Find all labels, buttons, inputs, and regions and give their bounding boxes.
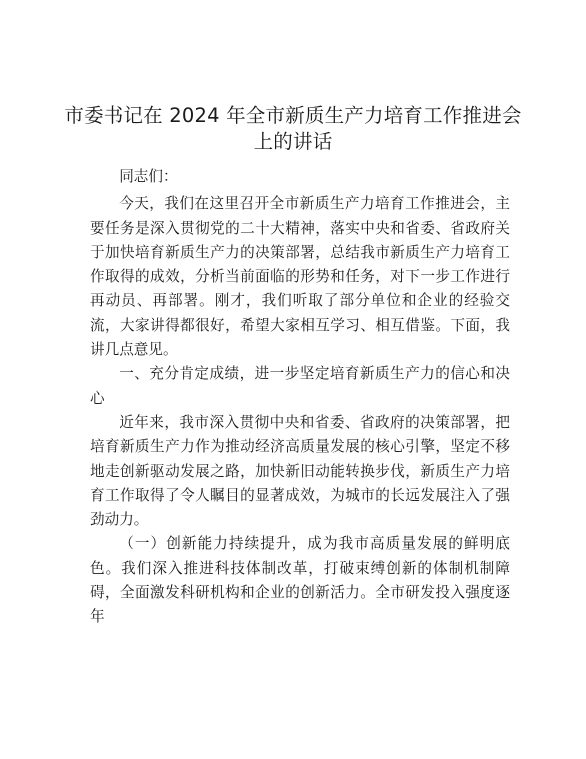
paragraph-achievements: 近年来，我市深入贯彻中央和省委、省政府的决策部署，把培育新质生产力作为推动经济高质量发展的核心引擎，坚定不移地走创新驱动发展之路，加快新旧动能转换步伐，新质生产力培育工作取得了令人瞩目的显著成效，为城市的长远发展注入了强劲动力。 [90, 413, 510, 529]
document-body [90, 165, 510, 630]
paragraph-intro: 今天，我们在这里召开全市新质生产力培育工作推进会，主要任务是深入贯彻党的二十大精神，落实中央和省委、省政府关于加快培育新质生产力的决策部署，总结我市新质生产力培育工作取得的成效，分析当前面临的形势和任务，对下一步工作进行再动员、再部署。刚才，我们听取了部分单位和企业的经验交流，大家讲得都很好，希望大家相互学习、相互借鉴。下面，我讲几点意见。 [90, 195, 510, 359]
salutation: 同志们： [119, 168, 178, 185]
document-title: 市委书记在 2024 年全市新质生产力培育工作推进会上的讲话 [64, 104, 522, 153]
paragraph-innovation: （一）创新能力持续提升，成为我市高质量发展的鲜明底色。我们深入推进科技体制改革，打破束缚创新的体制机制障碍，全面激发科研机构和企业的创新活力。全市研发投入强度逐年 [90, 535, 510, 626]
section-heading-1: 一、充分肯定成绩，进一步坚定培育新质生产力的信心和决心 [90, 365, 510, 407]
